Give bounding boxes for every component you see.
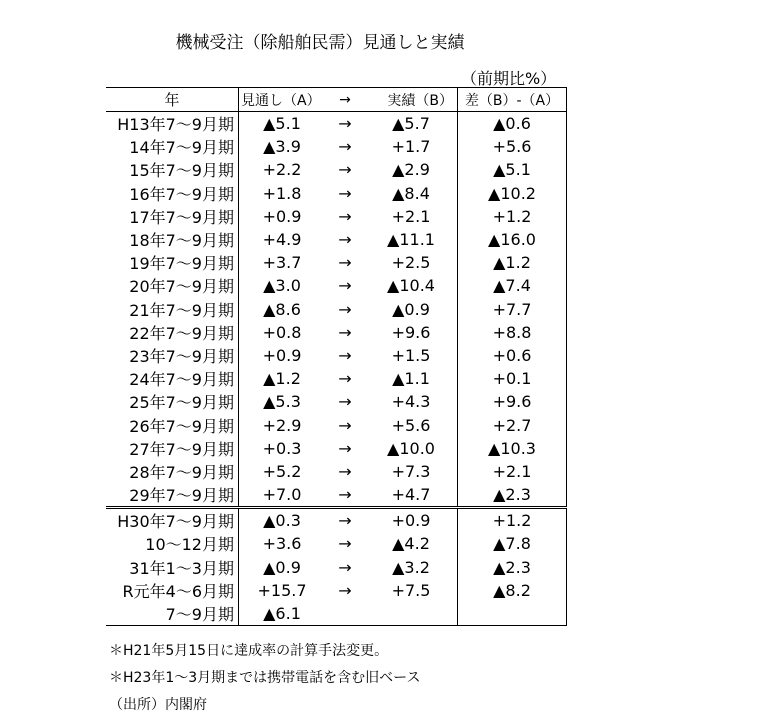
cell-actual: ▲11.1 bbox=[387, 230, 435, 250]
cell-forecast: ▲6.1 bbox=[239, 602, 326, 626]
cell-period: 20年7～9月期 bbox=[106, 274, 239, 297]
header-year: 年 bbox=[106, 88, 239, 112]
cell-actual: +1.7 bbox=[391, 137, 431, 157]
cell-arrow: → bbox=[338, 137, 352, 157]
cell-arrow: → bbox=[338, 580, 352, 600]
cell-difference: +0.6 bbox=[458, 344, 567, 367]
table-row bbox=[106, 344, 567, 367]
unit-label: （前期比%） bbox=[461, 69, 557, 88]
footnote-method-change: ＊H21年5月15日に達成率の計算手法変更。 bbox=[109, 643, 389, 659]
table-row bbox=[106, 298, 567, 321]
cell-actual: ▲3.2 bbox=[392, 557, 430, 577]
cell-actual: ▲2.9 bbox=[392, 160, 430, 180]
cell-actual: +7.5 bbox=[391, 580, 431, 600]
cell-actual: +2.5 bbox=[391, 253, 431, 273]
cell-forecast: +5.2 bbox=[262, 461, 302, 481]
cell-difference: +2.1 bbox=[458, 460, 567, 483]
cell-arrow: → bbox=[338, 438, 352, 458]
cell-forecast: +2.2 bbox=[262, 160, 302, 180]
cell-period: 31年1～3月期 bbox=[106, 556, 239, 579]
cell-difference: +0.1 bbox=[458, 367, 567, 390]
cell-forecast: +0.3 bbox=[262, 438, 302, 458]
cell-period: R元年4～6月期 bbox=[106, 579, 239, 602]
table-row bbox=[106, 228, 567, 251]
table-row bbox=[106, 460, 567, 483]
table-row bbox=[106, 112, 567, 136]
cell-actual: +2.1 bbox=[391, 206, 431, 226]
forecast-vs-actual-table bbox=[106, 87, 567, 626]
cell-difference: ▲16.0 bbox=[458, 228, 567, 251]
cell-period: 16年7～9月期 bbox=[106, 182, 239, 205]
cell-period: 10～12月期 bbox=[106, 532, 239, 555]
cell-difference: ▲0.6 bbox=[458, 112, 567, 136]
cell-difference: ▲7.4 bbox=[458, 274, 567, 297]
cell-difference: +2.7 bbox=[458, 413, 567, 436]
cell-arrow: → bbox=[338, 114, 352, 134]
table-row bbox=[106, 532, 567, 555]
cell-period: 23年7～9月期 bbox=[106, 344, 239, 367]
cell-arrow: → bbox=[338, 276, 352, 296]
cell-forecast: +4.9 bbox=[262, 230, 302, 250]
cell-actual: ▲10.0 bbox=[387, 438, 435, 458]
table-header-row bbox=[106, 88, 567, 112]
cell-period: 29年7～9月期 bbox=[106, 483, 239, 508]
cell-difference: ▲8.2 bbox=[458, 579, 567, 602]
cell-arrow: → bbox=[338, 369, 352, 389]
cell-arrow: → bbox=[338, 206, 352, 226]
footnotes bbox=[109, 638, 420, 719]
cell-actual: +5.6 bbox=[391, 415, 431, 435]
cell-arrow: → bbox=[338, 511, 352, 531]
source-note: （出所）内閣府 bbox=[109, 697, 207, 713]
cell-period: H30年7～9月期 bbox=[106, 508, 239, 533]
header-actual: 実績（B） bbox=[365, 88, 458, 112]
cell-difference: +5.6 bbox=[458, 135, 567, 158]
cell-arrow: → bbox=[338, 392, 352, 412]
cell-difference: +1.2 bbox=[458, 205, 567, 228]
cell-arrow: → bbox=[338, 322, 352, 342]
cell-forecast: ▲3.0 bbox=[263, 276, 301, 296]
cell-arrow: → bbox=[338, 160, 352, 180]
cell-period: 27年7～9月期 bbox=[106, 437, 239, 460]
cell-forecast: +2.9 bbox=[262, 415, 302, 435]
cell-actual: ▲1.1 bbox=[392, 369, 430, 389]
cell-difference: ▲7.8 bbox=[458, 532, 567, 555]
cell-period: 25年7～9月期 bbox=[106, 390, 239, 413]
table-row bbox=[106, 413, 567, 436]
table-body bbox=[106, 112, 567, 626]
table-row bbox=[106, 437, 567, 460]
cell-forecast: ▲5.1 bbox=[263, 114, 301, 134]
cell-arrow: → bbox=[325, 483, 365, 508]
cell-period: 21年7～9月期 bbox=[106, 298, 239, 321]
cell-forecast: +7.0 bbox=[239, 483, 326, 508]
cell-actual: +4.7 bbox=[365, 483, 458, 508]
cell-period: 26年7～9月期 bbox=[106, 413, 239, 436]
cell-arrow: → bbox=[338, 557, 352, 577]
cell-difference: ▲5.1 bbox=[458, 158, 567, 181]
table-row bbox=[106, 579, 567, 602]
cell-difference: +8.8 bbox=[458, 321, 567, 344]
cell-arrow: → bbox=[338, 534, 352, 554]
cell-difference: ▲10.3 bbox=[458, 437, 567, 460]
cell-period: 24年7～9月期 bbox=[106, 367, 239, 390]
cell-difference: +1.2 bbox=[458, 508, 567, 533]
table-row bbox=[106, 274, 567, 297]
cell-difference bbox=[458, 602, 567, 626]
cell-forecast: +0.9 bbox=[262, 345, 302, 365]
cell-difference: +9.6 bbox=[458, 390, 567, 413]
table-row bbox=[106, 483, 567, 508]
table-row bbox=[106, 321, 567, 344]
cell-difference: ▲10.2 bbox=[458, 182, 567, 205]
table-row bbox=[106, 602, 567, 626]
cell-actual: +9.6 bbox=[391, 322, 431, 342]
cell-forecast: +15.7 bbox=[257, 580, 307, 600]
cell-forecast: +3.6 bbox=[262, 534, 302, 554]
cell-period: 15年7～9月期 bbox=[106, 158, 239, 181]
cell-actual: ▲5.7 bbox=[392, 114, 430, 134]
cell-forecast: +1.8 bbox=[262, 183, 302, 203]
footnote-old-base: ＊H23年1～3月期までは携帯電話を含む旧ベース bbox=[109, 670, 421, 686]
cell-actual: +0.9 bbox=[391, 511, 431, 531]
cell-forecast: +3.7 bbox=[262, 253, 302, 273]
cell-actual: ▲10.4 bbox=[387, 276, 435, 296]
cell-forecast: ▲0.9 bbox=[263, 557, 301, 577]
cell-actual: +1.5 bbox=[391, 345, 431, 365]
cell-forecast: +0.9 bbox=[262, 206, 302, 226]
cell-arrow: → bbox=[338, 299, 352, 319]
page-title: 機械受注（除船舶民需）見通しと実績 bbox=[175, 33, 465, 53]
cell-forecast: +0.8 bbox=[262, 322, 302, 342]
cell-difference: ▲2.3 bbox=[458, 483, 567, 508]
cell-difference: +7.7 bbox=[458, 298, 567, 321]
cell-forecast: ▲1.2 bbox=[263, 369, 301, 389]
cell-period: H13年7～9月期 bbox=[106, 112, 239, 136]
cell-period: 18年7～9月期 bbox=[106, 228, 239, 251]
cell-arrow: → bbox=[338, 461, 352, 481]
table-row bbox=[106, 556, 567, 579]
cell-arrow: → bbox=[338, 253, 352, 273]
table-row bbox=[106, 390, 567, 413]
table-row bbox=[106, 135, 567, 158]
table-row bbox=[106, 182, 567, 205]
cell-arrow: → bbox=[338, 183, 352, 203]
cell-actual: +7.3 bbox=[391, 461, 431, 481]
cell-forecast: ▲0.3 bbox=[263, 511, 301, 531]
cell-period: 28年7～9月期 bbox=[106, 460, 239, 483]
header-difference: 差（B）-（A） bbox=[458, 88, 567, 112]
cell-actual: ▲0.9 bbox=[392, 299, 430, 319]
table-row bbox=[106, 251, 567, 274]
header-arrow: → bbox=[325, 88, 365, 112]
cell-difference: ▲1.2 bbox=[458, 251, 567, 274]
table-row bbox=[106, 205, 567, 228]
cell-forecast: ▲5.3 bbox=[263, 392, 301, 412]
cell-arrow: → bbox=[338, 345, 352, 365]
table-row bbox=[106, 158, 567, 181]
cell-actual: ▲8.4 bbox=[392, 183, 430, 203]
header-forecast: 見通し（A） bbox=[239, 88, 326, 112]
cell-difference: ▲2.3 bbox=[458, 556, 567, 579]
table-row bbox=[106, 508, 567, 533]
cell-arrow bbox=[325, 602, 365, 626]
table-row bbox=[106, 367, 567, 390]
cell-actual: +4.3 bbox=[391, 392, 431, 412]
cell-arrow: → bbox=[338, 230, 352, 250]
cell-period: 22年7～9月期 bbox=[106, 321, 239, 344]
cell-period: 17年7～9月期 bbox=[106, 205, 239, 228]
cell-actual: ▲4.2 bbox=[392, 534, 430, 554]
cell-period: 19年7～9月期 bbox=[106, 251, 239, 274]
cell-arrow: → bbox=[338, 415, 352, 435]
cell-forecast: ▲3.9 bbox=[263, 137, 301, 157]
cell-period: 7～9月期 bbox=[106, 602, 239, 626]
cell-actual bbox=[365, 602, 458, 626]
cell-period: 14年7～9月期 bbox=[106, 135, 239, 158]
cell-forecast: ▲8.6 bbox=[263, 299, 301, 319]
